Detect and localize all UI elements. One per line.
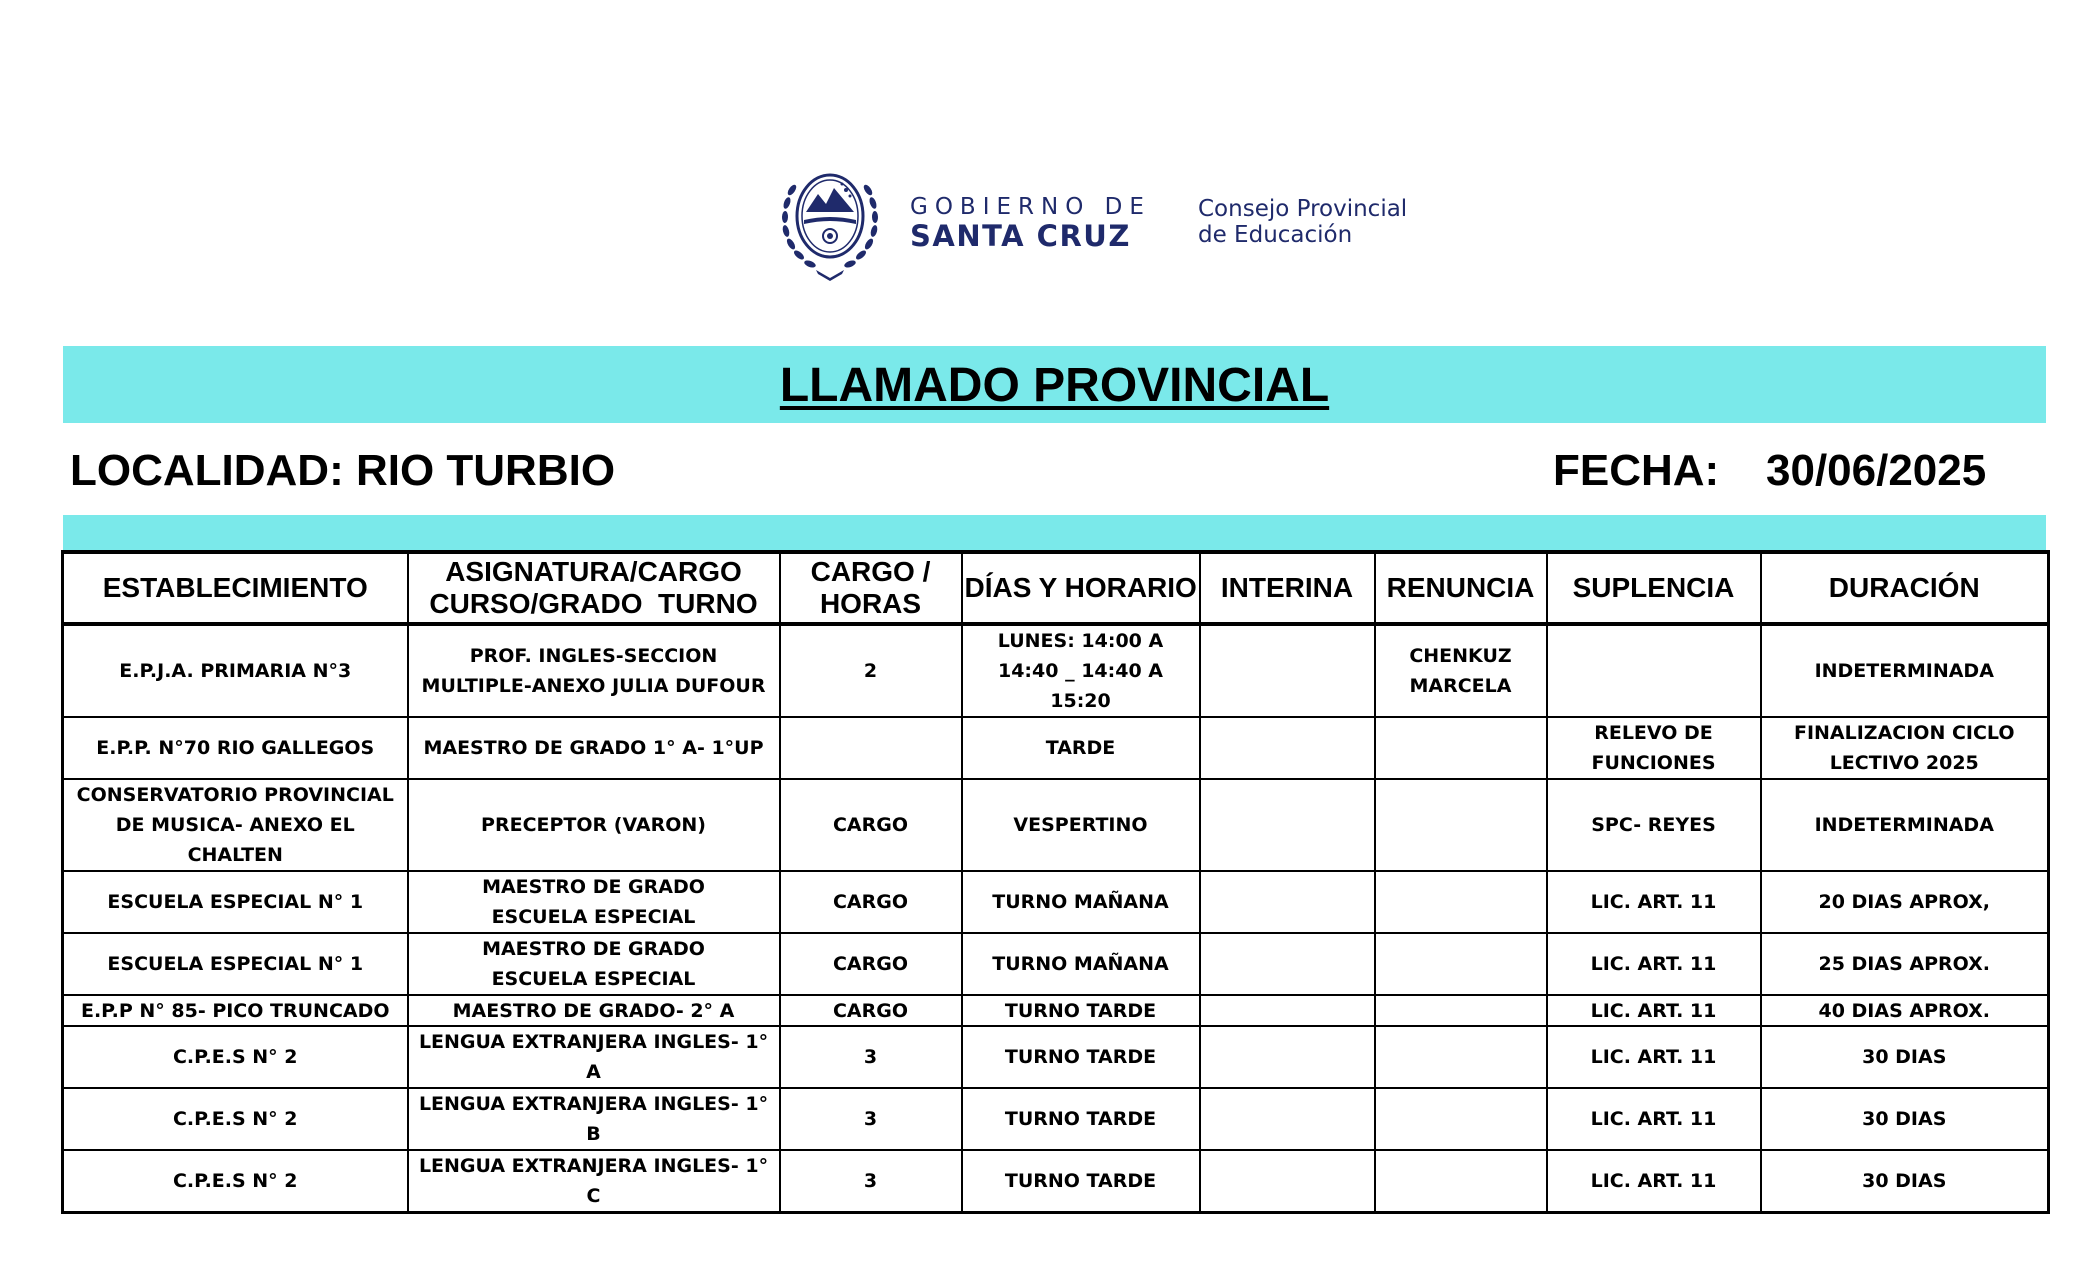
cell-renuncia — [1375, 871, 1547, 933]
header-asignatura — [408, 552, 780, 624]
cell-duracion: INDETERMINADA — [1761, 779, 2049, 871]
cell-establecimiento: C.P.E.S N° 2 — [63, 1088, 408, 1150]
cell-renuncia — [1375, 1150, 1547, 1213]
cell-renuncia — [1375, 1026, 1547, 1088]
header-renuncia: RENUNCIA — [1375, 552, 1547, 624]
cell-suplencia: LIC. ART. 11 — [1547, 1150, 1761, 1213]
table-row — [63, 624, 2049, 717]
cell-renuncia — [1375, 717, 1547, 779]
cell-dias: TURNO MAÑANA — [962, 933, 1200, 995]
table-row — [63, 717, 2049, 779]
header-interina: INTERINA — [1200, 552, 1375, 624]
cell-duracion: FINALIZACION CICLO LECTIVO 2025 — [1761, 717, 2049, 779]
header-suplencia: SUPLENCIA — [1547, 552, 1761, 624]
table-row — [63, 1026, 2049, 1088]
consejo-provincial-wordmark — [1198, 196, 1407, 248]
separator-band — [63, 515, 2046, 550]
cell-cargo: 3 — [780, 1026, 962, 1088]
cell-suplencia: LIC. ART. 11 — [1547, 933, 1761, 995]
header-asignatura-line1: ASIGNATURA/CARGO — [445, 556, 742, 587]
cell-establecimiento: ESCUELA ESPECIAL N° 1 — [63, 933, 408, 995]
cell-duracion: 20 DIAS APROX, — [1761, 871, 2049, 933]
cell-duracion: 40 DIAS APROX. — [1761, 995, 2049, 1026]
cell-cargo: CARGO — [780, 995, 962, 1026]
cell-interina — [1200, 779, 1375, 871]
table-row — [63, 1150, 2049, 1213]
cell-interina — [1200, 995, 1375, 1026]
cell-establecimiento: ESCUELA ESPECIAL N° 1 — [63, 871, 408, 933]
localidad-label: LOCALIDAD: RIO TURBIO — [70, 446, 616, 495]
cell-suplencia: LIC. ART. 11 — [1547, 1088, 1761, 1150]
cell-interina — [1200, 1150, 1375, 1213]
cell-establecimiento: E.P.J.A. PRIMARIA N°3 — [63, 624, 408, 717]
table-row — [63, 1088, 2049, 1150]
cell-suplencia: LIC. ART. 11 — [1547, 871, 1761, 933]
cell-cargo — [780, 717, 962, 779]
fecha-label: FECHA: — [1553, 446, 1720, 495]
cell-cargo: CARGO — [780, 779, 962, 871]
cell-establecimiento: E.P.P. N°70 RIO GALLEGOS — [63, 717, 408, 779]
cell-renuncia — [1375, 995, 1547, 1026]
cell-interina — [1200, 717, 1375, 779]
vacancies-table — [61, 550, 2050, 1214]
cell-establecimiento: C.P.E.S N° 2 — [63, 1150, 408, 1213]
cell-establecimiento: CONSERVATORIO PROVINCIAL DE MUSICA- ANEXO EL CHALTEN — [63, 779, 408, 871]
santa-cruz-seal-icon — [776, 160, 884, 282]
cell-duracion: 30 DIAS — [1761, 1088, 2049, 1150]
cell-dias: VESPERTINO — [962, 779, 1200, 871]
cell-asignatura: LENGUA EXTRANJERA INGLES- 1° C — [408, 1150, 780, 1213]
cell-suplencia: LIC. ART. 11 — [1547, 995, 1761, 1026]
header-cargo-line1: CARGO / — [810, 556, 931, 587]
cell-cargo: 3 — [780, 1088, 962, 1150]
gobierno-santa-cruz-wordmark — [910, 194, 1151, 252]
cell-cargo: CARGO — [780, 933, 962, 995]
cell-cargo: 3 — [780, 1150, 962, 1213]
table-row — [63, 779, 2049, 871]
cell-dias: TURNO TARDE — [962, 995, 1200, 1026]
table-row — [63, 871, 2049, 933]
table-row — [63, 933, 2049, 995]
cell-asignatura: MAESTRO DE GRADO- 2° A — [408, 995, 780, 1026]
header-dias: DÍAS Y HORARIO — [962, 552, 1200, 624]
cell-duracion: 30 DIAS — [1761, 1026, 2049, 1088]
header-establecimiento: ESTABLECIMIENTO — [63, 552, 408, 624]
cell-cargo: 2 — [780, 624, 962, 717]
cell-cargo: CARGO — [780, 871, 962, 933]
header-logos — [776, 160, 1436, 282]
header-asignatura-line2: CURSO/GRADO TURNO — [429, 588, 758, 619]
gobierno-line2: SANTA CRUZ — [910, 219, 1131, 253]
header-cargo — [780, 552, 962, 624]
consejo-line2: de Educación — [1198, 222, 1353, 248]
cell-duracion: INDETERMINADA — [1761, 624, 2049, 717]
cell-interina — [1200, 1026, 1375, 1088]
cell-dias: TURNO TARDE — [962, 1150, 1200, 1213]
cell-suplencia: SPC- REYES — [1547, 779, 1761, 871]
cell-interina — [1200, 933, 1375, 995]
cell-interina — [1200, 871, 1375, 933]
gobierno-line1: GOBIERNO DE — [910, 194, 1151, 220]
cell-interina — [1200, 1088, 1375, 1150]
cell-duracion: 30 DIAS — [1761, 1150, 2049, 1213]
cell-asignatura: PRECEPTOR (VARON) — [408, 779, 780, 871]
cell-duracion: 25 DIAS APROX. — [1761, 933, 2049, 995]
cell-asignatura: PROF. INGLES-SECCION MULTIPLE-ANEXO JULIA DUFOUR — [408, 624, 780, 717]
cell-asignatura: MAESTRO DE GRADO 1° A- 1°UP — [408, 717, 780, 779]
cell-suplencia: LIC. ART. 11 — [1547, 1026, 1761, 1088]
cell-dias: TARDE — [962, 717, 1200, 779]
cell-suplencia: RELEVO DE FUNCIONES — [1547, 717, 1761, 779]
cell-dias: TURNO TARDE — [962, 1026, 1200, 1088]
cell-interina — [1200, 624, 1375, 717]
cell-asignatura: LENGUA EXTRANJERA INGLES- 1° A — [408, 1026, 780, 1088]
cell-suplencia — [1547, 624, 1761, 717]
cell-asignatura: MAESTRO DE GRADO ESCUELA ESPECIAL — [408, 871, 780, 933]
cell-dias: TURNO MAÑANA — [962, 871, 1200, 933]
cell-renuncia: CHENKUZ MARCELA — [1375, 624, 1547, 717]
header-duracion: DURACIÓN — [1761, 552, 2049, 624]
cell-renuncia — [1375, 779, 1547, 871]
cell-establecimiento: E.P.P N° 85- PICO TRUNCADO — [63, 995, 408, 1026]
cell-asignatura: LENGUA EXTRANJERA INGLES- 1° B — [408, 1088, 780, 1150]
cell-renuncia — [1375, 933, 1547, 995]
fecha-value: 30/06/2025 — [1766, 446, 1987, 495]
page-title: LLAMADO PROVINCIAL — [779, 359, 1330, 412]
cell-renuncia — [1375, 1088, 1547, 1150]
header-cargo-line2: HORAS — [819, 588, 922, 619]
table-row — [63, 995, 2049, 1026]
consejo-line1: Consejo Provincial — [1198, 196, 1408, 222]
cell-dias: LUNES: 14:00 A 14:40 _ 14:40 A 15:20 — [962, 624, 1200, 717]
title-banner — [63, 346, 2046, 423]
cell-establecimiento: C.P.E.S N° 2 — [63, 1026, 408, 1088]
cell-asignatura: MAESTRO DE GRADO ESCUELA ESPECIAL — [408, 933, 780, 995]
cell-dias: TURNO TARDE — [962, 1088, 1200, 1150]
table-header-row — [63, 552, 2049, 624]
